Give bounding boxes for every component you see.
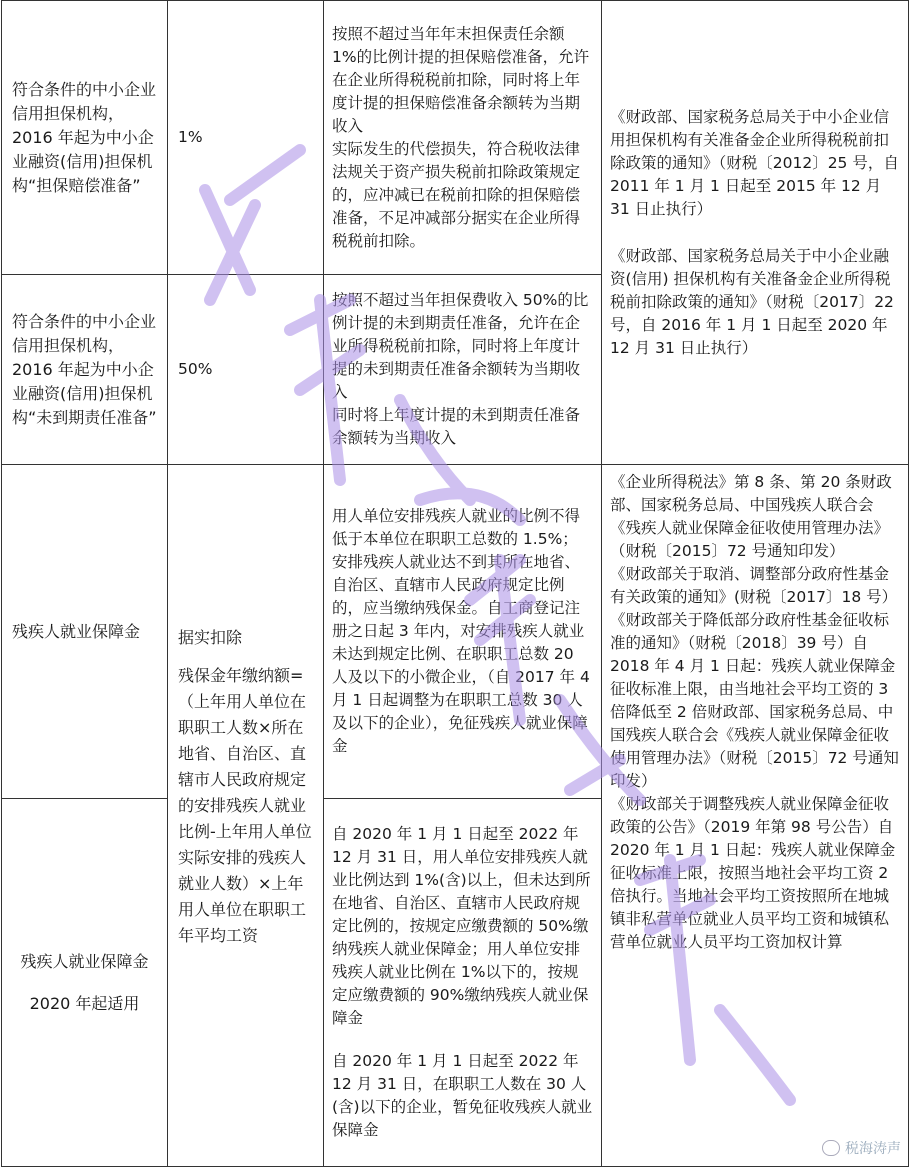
table-row — [2, 465, 909, 799]
watermark-brand-text: 税海涛声 — [845, 1141, 901, 1157]
rate-deduct: 据实扣除 — [178, 628, 243, 647]
rate-text — [168, 465, 323, 951]
rule-paragraph: 自 2020 年 1 月 1 日起至 2022 年 12 月 31 日，在职职工人数在 30 人(含)以下的企业，暂免征收残疾人就业保障金 — [332, 1052, 593, 1139]
basis-text — [602, 465, 908, 956]
basis-cell — [602, 1, 909, 465]
rule-paragraph: 实际发生的代偿损失，符合税收法律法规关于资产损失税前扣除政策规定的，应冲减已在税前扣除的担保赔偿准备，不足冲减部分据实在企业所得税税前扣除。 — [332, 139, 581, 250]
rule-paragraph: 按照不超过当年担保费收入 50%的比例计提的未到期责任准备，允许在企业所得税税前扣除，同时将上年度计提的未到期责任准备余额转为当期收入 — [332, 291, 589, 401]
rule-text — [324, 21, 601, 255]
tax-policy-table — [1, 0, 909, 1167]
rule-paragraph: 按照不超过当年年末担保责任余额 1%的比例计提的担保赔偿准备，允许在企业所得税税前扣除，同时将上年度计提的担保赔偿准备余额转为当期收入 — [332, 24, 590, 135]
item-name-cell — [2, 1, 168, 275]
basis-paragraph: 《财政部关于取消、调整部分政府性基金有关政策的通知》(财税〔2017〕18 号） — [610, 565, 898, 606]
basis-text — [602, 104, 908, 362]
rule-cell — [324, 799, 602, 1167]
basis-cell — [602, 465, 909, 1167]
rate-cell — [168, 1, 324, 275]
item-name-sub: 2020 年起适用 — [29, 993, 140, 1013]
item-name: 符合条件的中小企业信用担保机构，2016 年起为中小企业融资(信用)担保机构“担保赔偿准备” — [12, 79, 157, 195]
basis-paragraph: 《企业所得税法》第 8 条、第 20 条财政部、国家税务总局、中国残疾人联合会《残疾人就业保障金征收使用管理办法》（财税〔2015〕72 号通知印发） — [610, 473, 892, 560]
item-name-main: 残疾人就业保障金 — [20, 951, 149, 971]
rule-cell — [324, 465, 602, 799]
rule-text — [324, 287, 601, 452]
basis-paragraph: 《财政部、国家税务总局关于中小企业融资(信用) 担保机构有关准备金企业所得税税前扣除政策的通知》（财税〔2017〕22 号，自 2016 年 1 月 1 日起至 2020 年 12 月 31 日止执行） — [610, 246, 894, 357]
item-name: 符合条件的中小企业信用担保机构，2016 年起为中小企业融资(信用)担保机构“未到期责任准备” — [12, 311, 157, 427]
chat-bubble-icon — [822, 1140, 840, 1156]
rate-value: 1% — [178, 128, 203, 146]
rule-paragraph: 同时将上年度计提的未到期责任准备余额转为当期收入 — [332, 406, 581, 447]
item-name-cell — [2, 275, 168, 465]
rule-cell — [324, 275, 602, 465]
basis-paragraph: 《财政部关于降低部分政府性基金征收标准的通知》（财税〔2018〕39 号）自 2018 年 4 月 1 日起：残疾人就业保障金征收标准上限，由当地社会平均工资的 3 倍降低至 2 倍财政部、国家税务总局、中国残疾人联合会《残疾人就业保障金征收使用管理办法》（财税〔2015〕72 号通知印发） — [610, 611, 899, 790]
item-name: 残疾人就业保障金 — [12, 621, 141, 641]
basis-paragraph: 《财政部、国家税务总局关于中小企业信用担保机构有关准备金企业所得税税前扣除政策的通知》（财税〔2012〕25 号，自 2011 年 1 月 1 日起至 2015 年 12 月 31 日止执行） — [610, 107, 899, 218]
rate-cell — [168, 465, 324, 1167]
rate-cell — [168, 275, 324, 465]
watermark-brand — [822, 1138, 901, 1158]
basis-paragraph: 《财政部关于调整残疾人就业保障金征收政策的公告》（2019 年第 98 号公告）自 2020 年 1 月 1 日起：残疾人就业保障金征收标准上限，按照当地社会平均工资 2 倍执行。当地社会平均工资按照所在地城镇非私营单位就业人员平均工资和城镇私营单位就业人员平均工资加权计算 — [610, 795, 896, 951]
rule-text — [324, 821, 601, 1144]
rate-value: 50% — [178, 360, 213, 378]
item-name — [2, 950, 167, 1016]
rate-formula: 残保金年缴纳额=（上年用人单位在职职工人数×所在地省、自治区、直辖市人民政府规定的安排残疾人就业比例-上年用人单位实际安排的残疾人就业人数）×上年用人单位在职职工年平均工资 — [178, 666, 312, 945]
rule-text: 用人单位安排残疾人就业的比例不得低于本单位在职职工总数的 1.5%；安排残疾人就业达不到其所在地省、自治区、直辖市人民政府规定比例的，应当缴纳残保金。自工商登记注册之日起 3 年内，对安排残疾人就业未达到规定比例、在职职工总数 20 人及以下的小微企业，（自 2017 年 4 月 1 日起调整为在职职工总数 30 人及以下的企业），免征残疾人就业保障金 — [332, 507, 590, 755]
item-name-cell — [2, 465, 168, 799]
rule-cell — [324, 1, 602, 275]
table-row — [2, 1, 909, 275]
rule-paragraph: 自 2020 年 1 月 1 日起至 2022 年 12 月 31 日，用人单位安排残疾人就业比例达到 1%(含)以上，但未达到所在地省、自治区、直辖市人民政府规定比例的，按规定应缴费额的 50%缴纳残疾人就业保障金；用人单位安排残疾人就业比例在 1%以下的，按规定应缴费额的 90%缴纳残疾人就业保障金 — [332, 825, 591, 1027]
item-name-cell — [2, 799, 168, 1167]
